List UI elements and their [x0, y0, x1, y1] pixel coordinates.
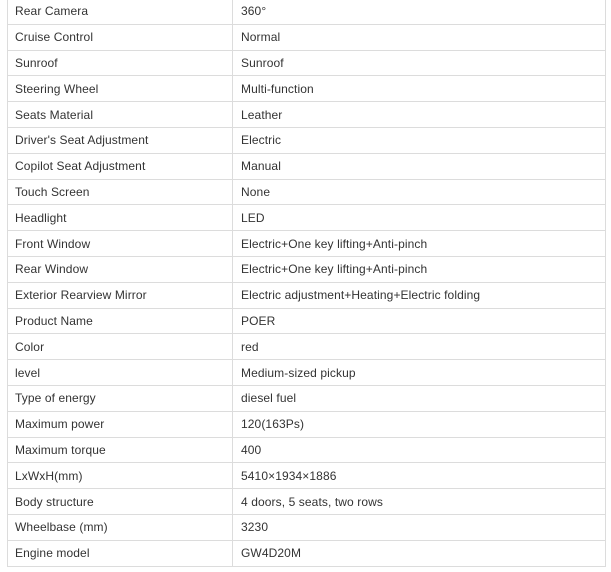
table-row [8, 102, 606, 128]
spec-value: 400 [233, 437, 606, 463]
spec-value: Electric adjustment+Heating+Electric folding [233, 282, 606, 308]
table-row [8, 76, 606, 102]
spec-key: Engine model [8, 540, 233, 566]
spec-key: Wheelbase (mm) [8, 514, 233, 540]
spec-key: Sunroof [8, 50, 233, 76]
spec-key: Cruise Control [8, 24, 233, 50]
spec-key: Headlight [8, 205, 233, 231]
spec-key: Type of energy [8, 385, 233, 411]
spec-key: Rear Camera [8, 0, 233, 24]
table-row [8, 256, 606, 282]
spec-value: 360° [233, 0, 606, 24]
table-row [8, 308, 606, 334]
spec-value: GW4D20M [233, 540, 606, 566]
spec-value: 5410×1934×1886 [233, 463, 606, 489]
spec-key: Steering Wheel [8, 76, 233, 102]
table-row [8, 205, 606, 231]
spec-value: 4 doors, 5 seats, two rows [233, 489, 606, 515]
table-row [8, 179, 606, 205]
spec-value: Electric+One key lifting+Anti-pinch [233, 256, 606, 282]
spec-key: level [8, 360, 233, 386]
spec-key: Maximum torque [8, 437, 233, 463]
spec-value: red [233, 334, 606, 360]
table-row [8, 385, 606, 411]
spec-value: Medium-sized pickup [233, 360, 606, 386]
spec-table [7, 0, 606, 567]
spec-key: Maximum power [8, 411, 233, 437]
spec-key: Driver's Seat Adjustment [8, 127, 233, 153]
spec-value: POER [233, 308, 606, 334]
spec-value: Manual [233, 153, 606, 179]
table-row [8, 514, 606, 540]
spec-value: None [233, 179, 606, 205]
spec-key: Body structure [8, 489, 233, 515]
table-row [8, 360, 606, 386]
table-row [8, 489, 606, 515]
spec-key: Color [8, 334, 233, 360]
spec-key: Front Window [8, 231, 233, 257]
table-row [8, 231, 606, 257]
table-row [8, 0, 606, 24]
spec-value: Leather [233, 102, 606, 128]
spec-value: Electric [233, 127, 606, 153]
table-row [8, 463, 606, 489]
table-row [8, 127, 606, 153]
table-row [8, 411, 606, 437]
spec-table-body [8, 0, 606, 566]
table-row [8, 50, 606, 76]
spec-key: Rear Window [8, 256, 233, 282]
spec-key: Exterior Rearview Mirror [8, 282, 233, 308]
table-row [8, 24, 606, 50]
spec-value: 120(163Ps) [233, 411, 606, 437]
table-row [8, 540, 606, 566]
table-row [8, 437, 606, 463]
spec-value: diesel fuel [233, 385, 606, 411]
table-row [8, 334, 606, 360]
spec-key: Product Name [8, 308, 233, 334]
spec-value: Normal [233, 24, 606, 50]
spec-value: Sunroof [233, 50, 606, 76]
spec-key: Copilot Seat Adjustment [8, 153, 233, 179]
spec-value: LED [233, 205, 606, 231]
table-row [8, 282, 606, 308]
spec-value: Multi-function [233, 76, 606, 102]
spec-value: Electric+One key lifting+Anti-pinch [233, 231, 606, 257]
table-row [8, 153, 606, 179]
spec-key: Touch Screen [8, 179, 233, 205]
spec-key: Seats Material [8, 102, 233, 128]
spec-value: 3230 [233, 514, 606, 540]
spec-key: LxWxH(mm) [8, 463, 233, 489]
